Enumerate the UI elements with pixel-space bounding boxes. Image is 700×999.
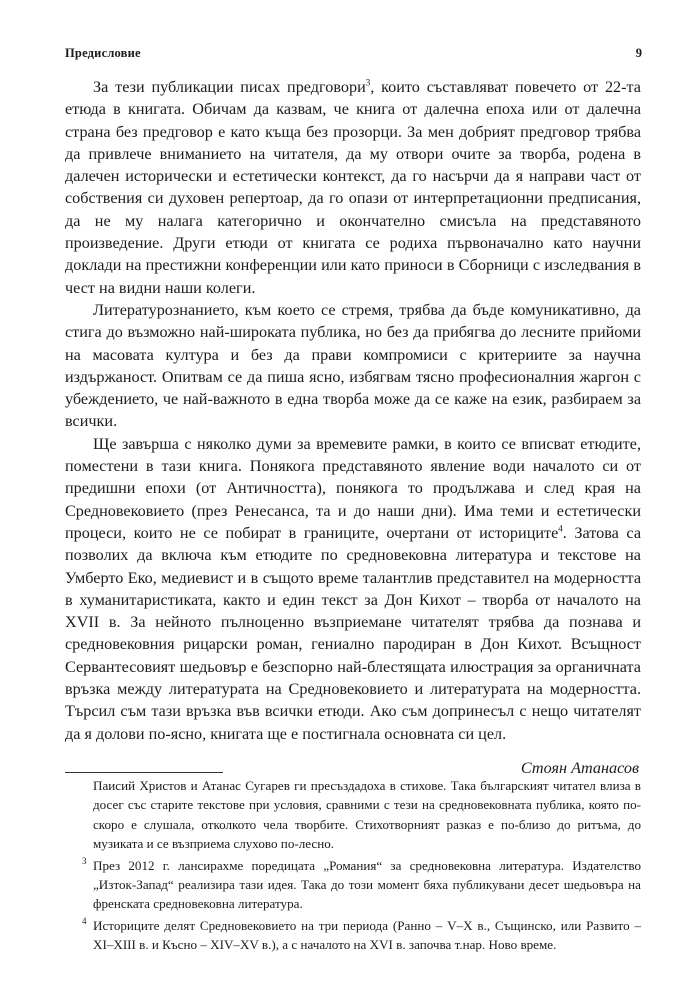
footnote-3 <box>65 856 641 914</box>
footnote-4 <box>65 916 641 955</box>
paragraph-2-text: Литературознанието, към което се стремя, трябва да бъде комуникативно, да стига до възможно най-широката публика, но без да прибягва до лесните прийоми на масовата култура и без да прави компромиси с критериите за научна издържаност. Опитвам се да пиша ясно, избягвам тясно професионалния жаргон с убеждението, че най-важното в една творба може да се каже на език, разбираем за всички. <box>65 300 641 431</box>
page-number: 9 <box>635 46 642 60</box>
paragraph-3-text-before: Ще завърша с няколко думи за времевите рамки, в които се вписват етюдите, поместени в тази книга. Понякога представяното явление води началото си от предишни епохи (от Античността), понякога то продължава и след края на Средновековието (през Ренесанса, та и до наши дни). Има теми и естетически процеси, които не се побират в границите, очертани от историците <box>65 434 641 542</box>
footnote-mark: 4 <box>82 915 87 926</box>
paragraph-1-text-before: За тези публикации писах предговори <box>93 78 366 96</box>
paragraph-3-text-after: . Затова са позволих да включа към етюдите по средновековна литература и текстове на Умберто Еко, медиевист и в същото време талантлив представител на модерността в хуманитаристиката, както и един текст за Дон Кихот – творба от началото на XVII в. За нейното пълноценно възприемане читателят трябва да познава и средновековния рицарски роман, гениално пародиран в Дон Кихот. Всъщност Сервантесовият шедьовър е безспорно най-блестящата илюстрация за органичната връзка между литературата на Средновековието и литературата на модерността. Търсил съм тази връзка във всички етюди. Ако съм допринесъл с нещо читателят да я долови по-ясно, книгата ще е постигнала основната си цел. <box>65 523 642 743</box>
footnote-separator <box>65 772 223 773</box>
footnote-ref-3: 3 <box>365 77 371 88</box>
footnote-continued <box>65 776 641 854</box>
main-text <box>65 76 641 779</box>
paragraph-1-text-after: , които съставляват повечето от 22-та етюда в книгата. Обичам да казвам, че книга от далечна епоха или от далечна страна без предговор е като къща без прозорци. За мен добрият предговор трябва да привлече вниманието на читателя, да му отвори очите за творба, родена в далечен исторически и естетически контекст, да го насърчи да я направи част от собствения си духовен репертоар, да го опази от интерпретационни предписания, да не му налага категорично и окончателно смисъла на представяното произведение. Други етюди от книгата се родиха първоначално като научни доклади на престижни конференции или като приноси в Сборници с изследвания в чест на видни наши колеги. <box>65 78 641 297</box>
footnote-ref-4: 4 <box>558 523 563 534</box>
page-header <box>65 46 642 66</box>
paragraph-2 <box>65 299 641 433</box>
footnote-text: През 2012 г. лансирахме поредицата „Романия“ за средновековна литература. Издателство „Изток-Запад“ реализира тази идея. Така до този момент бяха публикувани десет шедьовъра на френската средновековна литература. <box>93 857 641 912</box>
running-title: Предисловие <box>65 46 141 60</box>
footnote-text: Паисий Христов и Атанас Сугарев ги пресъздадоха в стихове. Така българският читател влиза в досег със старите текстове при условия, сравними с тези на средновековната публика, която по-скоро е слушала, отколкото чела творбите. Стихотворният разказ е по-близо до ритъма, до музиката и се възприема слухово по-лесно. <box>93 778 641 852</box>
footnotes <box>65 776 641 957</box>
footnote-text: Историците делят Средновековието на три периода (Ранно – V–X в., Същинско, или Развито – XI–XIII в. и Късно – XIV–XV в.), а с началото на XVI в. започва т.нар. Ново време. <box>93 917 641 953</box>
paragraph-3 <box>65 433 641 745</box>
paragraph-1 <box>65 76 641 299</box>
author-signature: Стоян Атанасов <box>520 758 639 777</box>
footnote-mark: 3 <box>82 855 87 866</box>
